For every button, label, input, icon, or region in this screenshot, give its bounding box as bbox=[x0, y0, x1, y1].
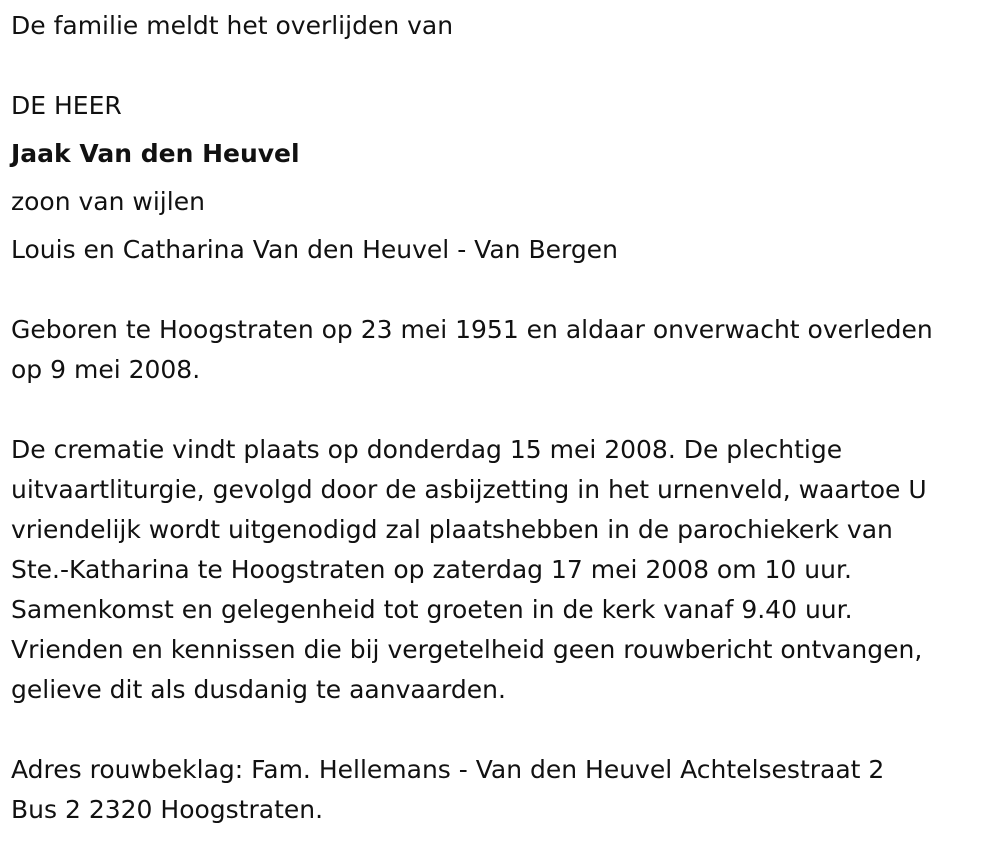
intro-text: De familie meldt het overlijden van bbox=[11, 11, 454, 40]
paragraph-line: Geboren te Hoogstraten op 23 mei 1951 en aldaar onverwacht overleden bbox=[11, 315, 933, 344]
paragraph-line: De crematie vindt plaats op donderdag 15 mei 2008. De plechtige bbox=[11, 435, 843, 464]
paragraph-line: uitvaartliturgie, gevolgd door de asbijzetting in het urnenveld, waartoe U bbox=[11, 475, 927, 504]
paragraph-line: Samenkomst en gelegenheid tot groeten in de kerk vanaf 9.40 uur. bbox=[11, 595, 853, 624]
paragraph-line: vriendelijk wordt uitgenodigd zal plaatshebben in de parochiekerk van bbox=[11, 515, 893, 544]
paragraph-line: gelieve dit als dusdanig te aanvaarden. bbox=[11, 675, 506, 704]
son-of-text: zoon van wijlen bbox=[11, 187, 205, 216]
condolence-address-paragraph bbox=[11, 750, 996, 830]
honorific-title: DE HEER bbox=[11, 91, 122, 120]
paragraph-line: Bus 2 2320 Hoogstraten. bbox=[11, 795, 324, 824]
paragraph-line: Ste.-Katharina te Hoogstraten op zaterdag 17 mei 2008 om 10 uur. bbox=[11, 555, 852, 584]
deceased-name: Jaak Van den Heuvel bbox=[11, 139, 300, 168]
paragraph-line: op 9 mei 2008. bbox=[11, 355, 201, 384]
paragraph-line: Vrienden en kennissen die bij vergetelheid geen rouwbericht ontvangen, bbox=[11, 635, 923, 664]
paragraph-line: Adres rouwbeklag: Fam. Hellemans - Van den Heuvel Achtelsestraat 2 bbox=[11, 755, 885, 784]
birth-death-paragraph bbox=[11, 310, 996, 390]
parents-names: Louis en Catharina Van den Heuvel - Van Bergen bbox=[11, 235, 618, 264]
ceremony-paragraph bbox=[11, 430, 996, 710]
